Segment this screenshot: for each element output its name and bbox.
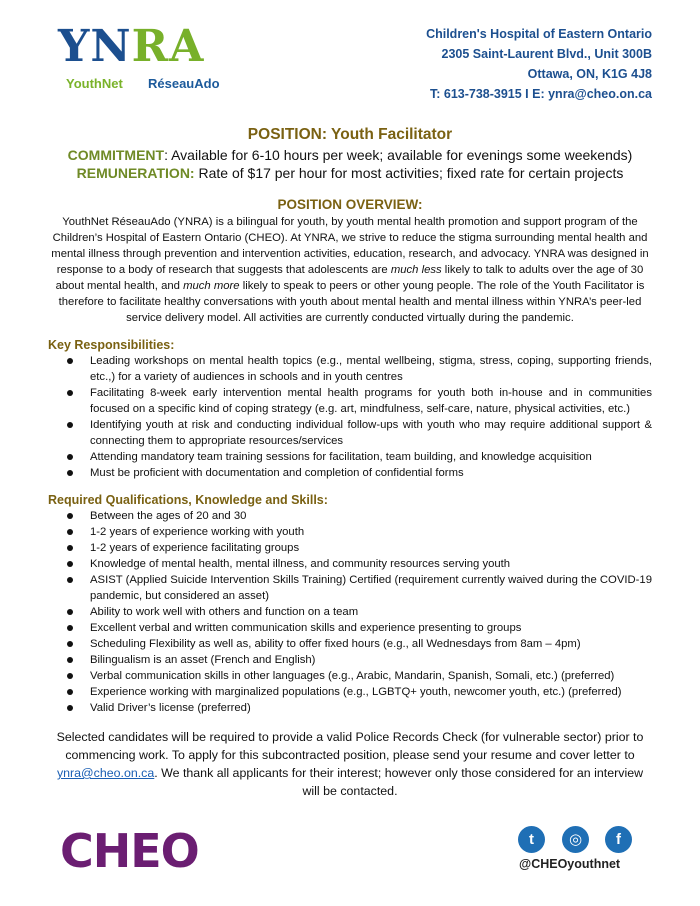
position-title: POSITION: Youth Facilitator	[247, 126, 453, 143]
qualification-item: Between the ages of 20 and 30	[48, 508, 652, 524]
responsibility-item: Leading workshops on mental health topics (e.g., mental wellbeing, stigma, stress, coping, supporting friends, etc.,) for a variety of audiences in schools and in youth centres	[48, 353, 652, 385]
twitter-icon[interactable]: t	[518, 826, 545, 853]
qualification-item: Experience working with marginalized populations (e.g., LGBTQ+ youth, newcomer youth, etc.) (preferred)	[48, 684, 652, 700]
address-line-1: Children's Hospital of Eastern Ontario	[426, 27, 652, 41]
responsibility-item: Must be proficient with documentation and completion of confidential forms	[48, 465, 652, 481]
responsibility-item: Identifying youth at risk and conducting individual follow-ups with youth who may require additional support & connecting them to appropriate resources/services	[48, 417, 652, 449]
address-line-4: T: 613-738-3915 I E: ynra@cheo.on.ca	[429, 87, 652, 101]
qualification-item: Bilingualism is an asset (French and English)	[48, 652, 652, 668]
commitment-line	[0, 147, 700, 163]
social-links	[518, 826, 636, 854]
ynra-yn: YN	[58, 21, 132, 72]
ynra-ra: RA	[131, 21, 205, 72]
remuneration-text: Rate of $17 per hour for most activities; fixed rate for certain projects	[194, 165, 624, 181]
responsibility-item: Facilitating 8-week early intervention mental health programs for youth both in-house and in communities focused on a specific kind of coping strategy (e.g. art, mindfulness, self-care, nature, physical activities, etc.)	[48, 385, 652, 417]
qualification-item: Valid Driver’s license (preferred)	[48, 700, 652, 716]
overview-text-2: likely to talk to adults over the age of 30 about mental health, and	[55, 264, 644, 292]
qualifications-heading: Required Qualifications, Knowledge and Skills:	[48, 493, 328, 507]
qualification-item: Excellent verbal and written communication skills and experience presenting to groups	[48, 620, 652, 636]
qualification-item: 1-2 years of experience working with youth	[48, 524, 652, 540]
social-handle: @CHEOyouthnet	[519, 857, 621, 871]
remuneration-line	[0, 165, 700, 181]
overview-emphasis-1: much less	[390, 264, 442, 276]
responsibility-item: Attending mandatory team training sessions for facilitation, team building, and knowledge acquisition	[48, 449, 652, 465]
closing-text-1: Selected candidates will be required to provide a valid Police Records Check (for vulnerable sector) prior to commencing work. To apply for this subcontracted position, please send your resume and cover letter to	[56, 730, 644, 762]
overview-text-3: likely to speak to peers or other young people. The role of the Youth Facilitator is therefore to facilitate healthy conversations with youth about mental health and mental illness within YNRA’s peer-led service delivery model. All activities are currently conducted virtually during the pandemic.	[58, 280, 645, 324]
remuneration-label: REMUNERATION:	[76, 165, 195, 181]
qualification-item: Knowledge of mental health, mental illness, and community resources serving youth	[48, 556, 652, 572]
closing-paragraph	[48, 728, 652, 800]
address-line-2: 2305 Saint-Laurent Blvd., Unit 300B	[441, 47, 652, 61]
cheo-logo: CHEO	[60, 824, 199, 878]
closing-text-2: . We thank all applicants for their interest; however only those considered for an interview will be contacted.	[154, 766, 644, 798]
address-line-3: Ottawa, ON, K1G 4J8	[527, 67, 652, 81]
commitment-text: : Available for 6-10 hours per week; available for evenings some weekends)	[164, 147, 633, 163]
overview-heading: POSITION OVERVIEW:	[277, 197, 423, 212]
responsibilities-heading: Key Responsibilities:	[48, 338, 175, 352]
qualification-item: ASIST (Applied Suicide Intervention Skills Training) Certified (requirement currently waived during the COVID-19 pandemic, but considered an asset)	[48, 572, 652, 604]
contact-address	[332, 24, 652, 104]
ynra-wordmark	[58, 21, 205, 72]
responsibilities-list	[48, 353, 652, 481]
qualifications-list	[48, 508, 652, 716]
qualification-item: Scheduling Flexibility as well as, ability to offer fixed hours (e.g., all Wednesdays from 8am – 4pm)	[48, 636, 652, 652]
overview-paragraph	[48, 214, 652, 326]
logo-reseauado: RéseauAdo	[148, 76, 220, 91]
overview-emphasis-2: much more	[183, 280, 240, 292]
qualification-item: 1-2 years of experience facilitating groups	[48, 540, 652, 556]
logo-youthnet: YouthNet	[66, 76, 123, 91]
apply-email-link[interactable]: ynra@cheo.on.ca	[56, 766, 155, 780]
ynra-logo	[58, 21, 233, 96]
instagram-icon[interactable]: ◎	[562, 826, 589, 853]
overview-text-1: YouthNet RéseauAdo (YNRA) is a bilingual for youth, by youth mental health promotion and support program of the Children’s Hospital of Eastern Ontario (CHEO). At YNRA, we strive to reduce the stigma surrounding mental health and mental illness through prevention and intervention activities, education, research, and advocacy. YNRA was designed in response to a body of research that suggests that adolescents are	[51, 216, 649, 276]
facebook-icon[interactable]: f	[605, 826, 632, 853]
qualification-item: Verbal communication skills in other languages (e.g., Arabic, Mandarin, Spanish, Somali, etc.) (preferred)	[48, 668, 652, 684]
commitment-label: COMMITMENT	[67, 147, 165, 163]
qualification-item: Ability to work well with others and function on a team	[48, 604, 652, 620]
